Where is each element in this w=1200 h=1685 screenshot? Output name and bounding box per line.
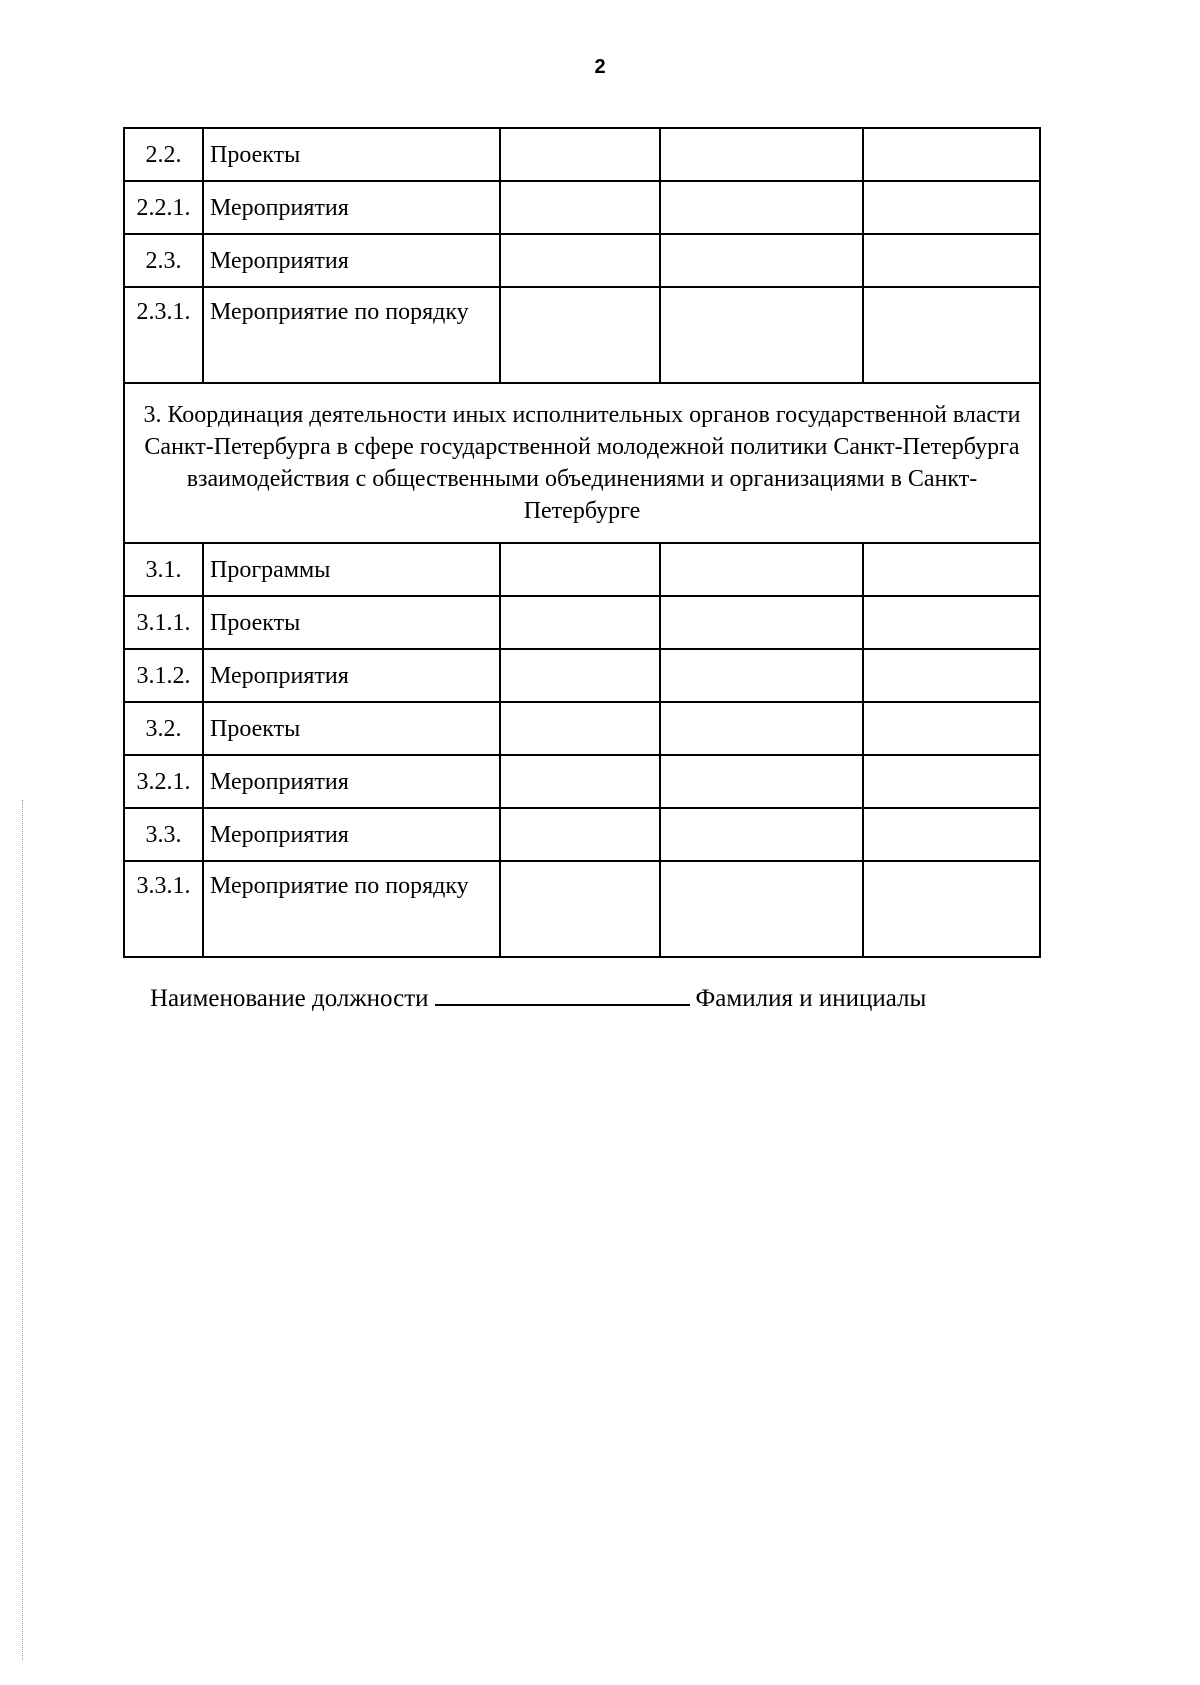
empty-cell: [500, 181, 660, 234]
section-heading: 3. Координация деятельности иных исполнительных органов государственной власти Санкт-Петербурга в сфере государственной молодежной политики Санкт-Петербурга взаимодействия с общественными объединениями и организациями в Санкт-Петербурге: [124, 383, 1040, 543]
item-number: 3.1.1.: [124, 596, 203, 649]
empty-cell: [500, 287, 660, 383]
empty-cell: [863, 128, 1040, 181]
item-number: 3.1.2.: [124, 649, 203, 702]
empty-cell: [863, 861, 1040, 957]
scan-edge-artifact: [22, 800, 25, 1660]
empty-cell: [863, 702, 1040, 755]
empty-cell: [660, 181, 863, 234]
item-number: 3.1.: [124, 543, 203, 596]
table-row: [124, 543, 1040, 596]
item-number: 3.3.: [124, 808, 203, 861]
empty-cell: [500, 808, 660, 861]
item-name: Мероприятия: [203, 808, 500, 861]
item-name: Мероприятия: [203, 234, 500, 287]
item-name: Программы: [203, 543, 500, 596]
empty-cell: [660, 287, 863, 383]
item-number: 2.3.: [124, 234, 203, 287]
empty-cell: [660, 543, 863, 596]
table-row: [124, 649, 1040, 702]
empty-cell: [500, 596, 660, 649]
empty-cell: [500, 755, 660, 808]
table-row: [124, 596, 1040, 649]
table-row: [124, 234, 1040, 287]
table-row: [124, 861, 1040, 957]
section-row: [124, 383, 1040, 543]
empty-cell: [863, 808, 1040, 861]
empty-cell: [660, 649, 863, 702]
empty-cell: [863, 234, 1040, 287]
empty-cell: [863, 755, 1040, 808]
empty-cell: [500, 649, 660, 702]
item-number: 3.2.: [124, 702, 203, 755]
empty-cell: [660, 234, 863, 287]
empty-cell: [500, 543, 660, 596]
empty-cell: [660, 755, 863, 808]
item-number: 2.2.1.: [124, 181, 203, 234]
table-row: [124, 702, 1040, 755]
table-row: [124, 181, 1040, 234]
item-name: Мероприятия: [203, 181, 500, 234]
item-name: Проекты: [203, 596, 500, 649]
item-name: Мероприятия: [203, 755, 500, 808]
empty-cell: [863, 543, 1040, 596]
page-number: 2: [594, 56, 606, 78]
empty-cell: [500, 702, 660, 755]
name-label: Фамилия и инициалы: [695, 985, 927, 1012]
empty-cell: [660, 702, 863, 755]
empty-cell: [660, 808, 863, 861]
position-label: Наименование должности: [150, 985, 429, 1012]
item-name: Мероприятие по порядку: [203, 861, 500, 957]
item-name: Мероприятия: [203, 649, 500, 702]
empty-cell: [500, 234, 660, 287]
empty-cell: [500, 128, 660, 181]
empty-cell: [660, 128, 863, 181]
item-name: Проекты: [203, 702, 500, 755]
item-name: Мероприятие по порядку: [203, 287, 500, 383]
program-table: [123, 127, 1041, 958]
empty-cell: [863, 287, 1040, 383]
empty-cell: [863, 181, 1040, 234]
item-number: 2.2.: [124, 128, 203, 181]
table-row: [124, 287, 1040, 383]
signature-line: [150, 982, 1010, 1013]
item-number: 2.3.1.: [124, 287, 203, 383]
empty-cell: [660, 861, 863, 957]
empty-cell: [660, 596, 863, 649]
item-number: 3.3.1.: [124, 861, 203, 957]
empty-cell: [863, 649, 1040, 702]
item-name: Проекты: [203, 128, 500, 181]
table-row: [124, 755, 1040, 808]
item-number: 3.2.1.: [124, 755, 203, 808]
table-row: [124, 808, 1040, 861]
table-row: [124, 128, 1040, 181]
empty-cell: [500, 861, 660, 957]
signature-blank: [435, 982, 690, 1006]
empty-cell: [863, 596, 1040, 649]
